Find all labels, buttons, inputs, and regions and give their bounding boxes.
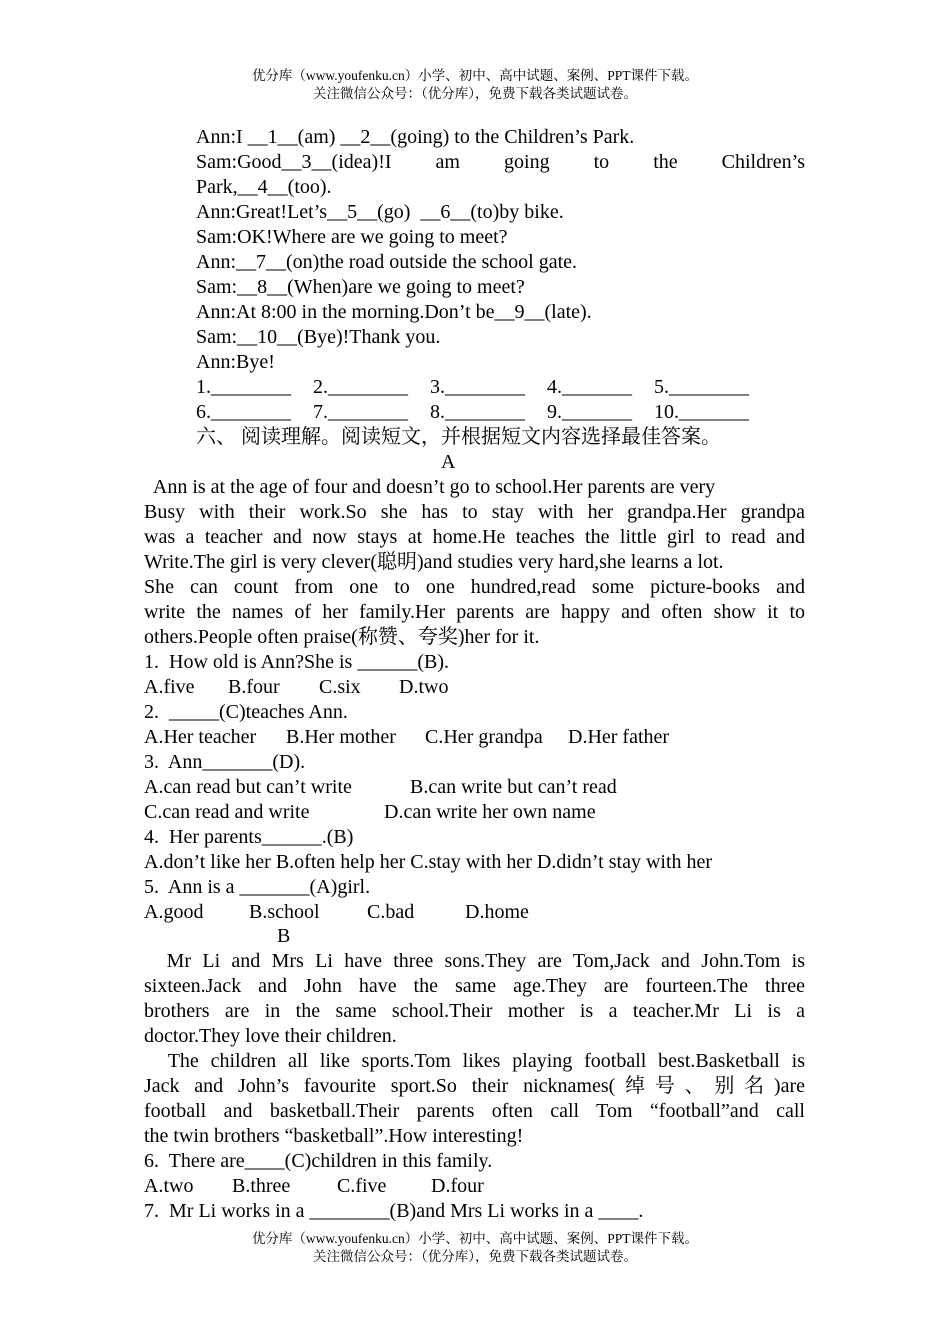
option[interactable]: B.four [228, 676, 280, 698]
question-stem: 2. _____(C)teaches Ann. [144, 701, 348, 723]
passage-label: B [277, 925, 291, 947]
dialogue-line: Ann:I __1__(am) __2__(going) to the Children’s Park. [196, 126, 635, 148]
question-stem: 3. Ann_______(D). [144, 751, 306, 773]
dialogue-line: Sam:__8__(When)are we going to meet? [196, 276, 525, 298]
dialogue-line: Ann:__7__(on)the road outside the school gate. [196, 251, 578, 273]
option[interactable]: B.three [232, 1175, 291, 1197]
option[interactable]: A.can read but can’t write [144, 776, 352, 798]
option[interactable]: C.Her grandpa [425, 726, 543, 748]
dialogue-line: Ann:Bye! [196, 351, 275, 373]
section-title: 六、 阅读理解。阅读短文，并根据短文内容选择最佳答案。 [196, 426, 721, 448]
page-header [0, 67, 950, 103]
passage-line: Mr Li and Mrs Li have three sons.They are Tom,Jack and John.Tom is [144, 950, 806, 972]
header-line-2: 关注微信公众号：（优分库），免费下载各类试题试卷。 [313, 86, 637, 101]
passage-label: A [441, 451, 456, 473]
answer-blank[interactable]: 2.________ [313, 376, 408, 398]
dialogue-line: Sam:OK!Where are we going to meet? [196, 226, 508, 248]
passage-line: Jack and John’s favourite sport.So their nicknames(绰号、别名)are [144, 1075, 805, 1097]
passage-line: others.People often praise(称赞、夸奖)her for it. [144, 626, 540, 648]
passage-line: sixteen.Jack and John have the same age.They are fourteen.The three [144, 975, 805, 997]
passage-line: write the names of her family.Her parents are happy and often show it to [144, 601, 805, 623]
option[interactable]: D.two [399, 676, 449, 698]
dialogue-line: Sam:Good__3__(idea)!I am going to the Children’s [196, 151, 805, 173]
option[interactable]: B.Her mother [286, 726, 396, 748]
option[interactable]: B.school [249, 901, 320, 923]
question-stem: 4. Her parents______.(B) [144, 826, 354, 848]
passage-line: She can count from one to one hundred,read some picture-books and [144, 576, 805, 598]
option[interactable]: C.six [319, 676, 361, 698]
passage-line: the twin brothers “basketball”.How interesting! [144, 1125, 524, 1147]
answer-blank[interactable]: 10._______ [654, 401, 749, 423]
question-options [144, 775, 617, 800]
answer-blank[interactable]: 3.________ [430, 376, 525, 398]
question-options [144, 725, 669, 750]
passage-line: was a teacher and now stays at home.He teaches the little girl to read and [144, 526, 805, 548]
option[interactable]: C.five [337, 1175, 387, 1197]
dialogue-line: Ann:At 8:00 in the morning.Don’t be__9__(late). [196, 301, 592, 323]
passage-line: Ann is at the age of four and doesn’t go to school.Her parents are very [144, 476, 716, 498]
question-options [144, 1174, 484, 1199]
page-footer [0, 1230, 950, 1266]
answer-blank[interactable]: 1.________ [196, 376, 291, 398]
question-options [144, 900, 529, 925]
passage-line: football and basketball.Their parents often call Tom “football”and call [144, 1100, 805, 1122]
header-line-1: 优分库（www.youfenku.cn）小学、初中、高中试题、案例、PPT课件下载。 [251, 68, 699, 83]
option[interactable]: D.Her father [568, 726, 670, 748]
passage-line: doctor.They love their children. [144, 1025, 397, 1047]
question-options [144, 800, 596, 825]
option[interactable]: B.can write but can’t read [410, 776, 617, 798]
answer-blank[interactable]: 7.________ [313, 401, 408, 423]
question-options [144, 675, 448, 700]
answer-blank[interactable]: 9._______ [547, 401, 632, 423]
option[interactable]: A.five [144, 676, 195, 698]
passage-line: Write.The girl is very clever(聪明)and studies very hard,she learns a lot. [144, 551, 724, 573]
answer-blank[interactable]: 6.________ [196, 401, 291, 423]
passage-line: brothers are in the same school.Their mother is a teacher.Mr Li is a [144, 1000, 805, 1022]
question-stem: 7. Mr Li works in a ________(B)and Mrs Li works in a ____. [144, 1200, 644, 1222]
footer-line-1: 优分库（www.youfenku.cn）小学、初中、高中试题、案例、PPT课件下载。 [251, 1231, 699, 1246]
dialogue-line: Park,__4__(too). [196, 176, 332, 198]
question-options[interactable]: A.don’t like her B.often help her C.stay with her D.didn’t stay with her [144, 851, 713, 873]
answer-blank[interactable]: 4._______ [547, 376, 632, 398]
question-stem: 1. How old is Ann?She is ______(B). [144, 651, 449, 673]
answer-blank[interactable]: 8.________ [430, 401, 525, 423]
question-stem: 5. Ann is a _______(A)girl. [144, 876, 371, 898]
option[interactable]: A.good [144, 901, 204, 923]
option[interactable]: D.home [465, 901, 529, 923]
option[interactable]: D.four [431, 1175, 484, 1197]
option[interactable]: A.Her teacher [144, 726, 257, 748]
question-stem: 6. There are____(C)children in this family. [144, 1150, 493, 1172]
answer-blank-row [196, 375, 749, 400]
option[interactable]: D.can write her own name [384, 801, 596, 823]
answer-blank[interactable]: 5.________ [654, 376, 749, 398]
option[interactable]: C.can read and write [144, 801, 310, 823]
passage-line: The children all like sports.Tom likes playing football best.Basketball is [144, 1050, 805, 1072]
dialogue-line: Ann:Great!Let’s__5__(go) __6__(to)by bike. [196, 201, 564, 223]
option[interactable]: A.two [144, 1175, 194, 1197]
option[interactable]: C.bad [367, 901, 415, 923]
passage-line: Busy with their work.So she has to stay with her grandpa.Her grandpa [144, 501, 805, 523]
footer-line-2: 关注微信公众号：（优分库），免费下载各类试题试卷。 [313, 1249, 637, 1264]
dialogue-line: Sam:__10__(Bye)!Thank you. [196, 326, 441, 348]
answer-blank-row [196, 400, 749, 425]
